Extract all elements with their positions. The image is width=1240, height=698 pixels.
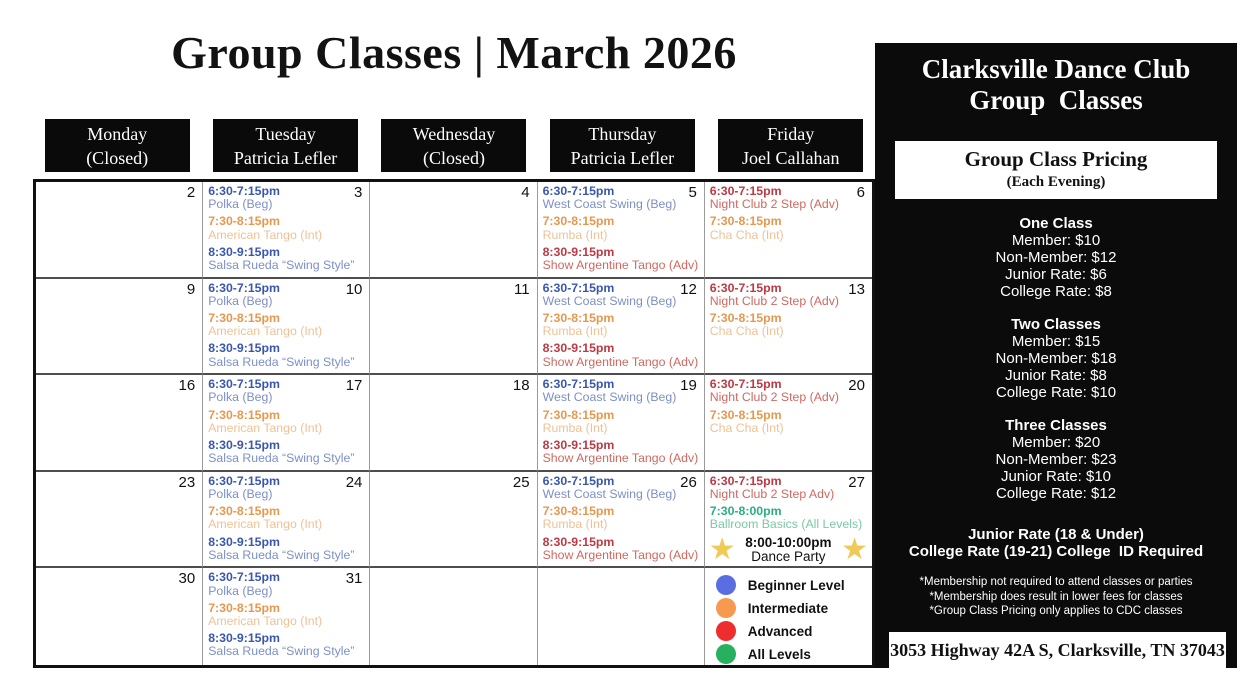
date-number: 13 (848, 280, 865, 298)
calendar-cell (538, 568, 705, 665)
date-number: 30 (178, 570, 196, 588)
class-entry (208, 439, 365, 465)
pricing-box-subtitle: (Each Evening) (1006, 174, 1106, 190)
class-entry (208, 475, 365, 501)
calendar-cell (370, 375, 537, 472)
class-entry (208, 185, 365, 211)
class-name: Night Club 2 Step Adv) (709, 487, 835, 501)
star-icon: ★ (708, 533, 736, 567)
pricing-section-heading: One Class (1019, 215, 1093, 232)
dance-party (708, 533, 868, 567)
date-number: 31 (345, 570, 363, 588)
class-name: West Coast Swing (Beg) (542, 293, 677, 308)
pricing-line: Junior Rate: $10 (1000, 468, 1112, 485)
legend-color-dot (716, 644, 736, 664)
date-number: 17 (345, 377, 363, 395)
pricing-box (895, 141, 1217, 199)
page-title: Group Classes | March 2026 (171, 27, 737, 78)
legend-color-dot (716, 598, 736, 618)
class-time: 6:30-7:15pm (542, 184, 615, 198)
class-entry (543, 475, 700, 501)
day-subtitle: (Closed) (422, 147, 485, 168)
date-number: 3 (354, 184, 363, 201)
class-time: 7:30-8:00pm (709, 504, 782, 519)
calendar-cell (705, 375, 872, 472)
class-time: 7:30-8:15pm (709, 407, 782, 422)
pricing-box-title: Group Class Pricing (964, 147, 1148, 171)
legend-item (710, 574, 868, 596)
class-entry (543, 215, 700, 241)
class-time: 6:30-7:15pm (208, 473, 280, 488)
pricing-line: Non-Member: $23 (995, 451, 1117, 468)
class-time: 6:30-7:15pm (208, 184, 280, 198)
class-entry (710, 475, 868, 501)
class-name: Night Club 2 Step (Adv) (709, 390, 839, 405)
class-entry (543, 378, 700, 404)
junior-rate-note: Junior Rate (18 & Under) (968, 526, 1144, 543)
day-name: Wednesday (412, 123, 496, 144)
calendar-cell (203, 279, 370, 376)
calendar-cell (538, 472, 705, 569)
class-entry (710, 409, 868, 435)
date-number: 6 (856, 184, 865, 201)
class-name: Polka (Beg) (208, 293, 273, 308)
class-time: 6:30-7:15pm (542, 473, 615, 488)
footnotes (875, 575, 1237, 619)
class-entry (208, 246, 365, 272)
dance-party-text (745, 536, 831, 565)
class-entry (710, 282, 868, 308)
sidebar-title-line2: Group Classes (969, 85, 1143, 115)
legend-item (710, 620, 868, 642)
legend-label: All Levels (747, 646, 811, 662)
class-name: American Tango (Int) (208, 420, 323, 435)
class-entry (543, 536, 700, 562)
class-name: Salsa Rueda “Swing Style” (208, 644, 355, 659)
class-time: 8:30-9:15pm (542, 534, 615, 549)
date-number: 11 (514, 280, 530, 298)
class-time: 7:30-8:15pm (709, 311, 782, 325)
date-number: 25 (512, 473, 530, 491)
calendar-cell (370, 568, 537, 665)
class-entry (208, 571, 365, 597)
calendar-cell (538, 182, 705, 279)
calendar-cell (370, 472, 537, 569)
day-subtitle: (Closed) (86, 147, 149, 168)
class-name: Night Club 2 Step (Adv) (709, 293, 839, 308)
star-icon: ★ (841, 533, 868, 567)
date-number: 16 (178, 377, 196, 395)
class-time: 8:30-9:15pm (208, 438, 280, 452)
class-entry (543, 439, 700, 465)
date-number: 12 (680, 280, 697, 298)
class-name: Rumba (Int) (542, 420, 608, 435)
class-time: 8:30-9:15pm (208, 631, 280, 646)
date-number: 18 (512, 377, 530, 395)
class-time: 6:30-7:15pm (542, 377, 615, 392)
class-entry (543, 246, 700, 272)
date-number: 19 (680, 377, 697, 395)
calendar-cell (203, 472, 370, 569)
class-name: Polka (Beg) (208, 583, 273, 598)
class-entry (710, 312, 868, 338)
footnote: *Group Class Pricing only applies to CDC classes (929, 605, 1183, 617)
class-name: West Coast Swing (Beg) (542, 197, 677, 212)
class-entry (208, 632, 365, 658)
day-name: Friday (767, 123, 815, 144)
class-time: 6:30-7:15pm (709, 280, 782, 295)
day-header (550, 119, 695, 172)
dance-party-time: 8:00-10:00pm (745, 534, 832, 550)
level-legend (710, 571, 868, 665)
class-entry (710, 215, 868, 241)
class-entry (543, 312, 700, 338)
legend-label: Beginner Level (747, 577, 845, 593)
class-time: 8:30-9:15pm (208, 534, 280, 549)
class-entry (208, 378, 365, 404)
class-entry (208, 342, 365, 368)
calendar-cell (36, 375, 203, 472)
class-time: 7:30-8:15pm (208, 311, 280, 325)
class-name: Cha Cha (Int) (709, 420, 784, 435)
class-name: Salsa Rueda “Swing Style” (208, 451, 355, 466)
class-entry (710, 378, 868, 404)
footnote: *Membership does result in lower fees for classes (929, 590, 1183, 603)
pricing-line: Member: $20 (1011, 434, 1101, 451)
legend-color-dot (716, 621, 736, 641)
date-number: 9 (186, 280, 196, 298)
class-entry (543, 505, 700, 531)
legend-item (710, 643, 868, 665)
calendar-cell (538, 279, 705, 376)
class-name: Show Argentine Tango (Adv) (542, 451, 699, 466)
day-name: Thursday (588, 123, 657, 144)
class-name: Cha Cha (Int) (709, 227, 784, 242)
calendar-cell (36, 568, 203, 665)
pricing-section-heading: Two Classes (1011, 316, 1101, 333)
legend-item (710, 597, 868, 619)
day-header (45, 119, 190, 172)
class-entry (208, 505, 365, 531)
day-subtitle: Patricia Lefler (233, 147, 338, 168)
calendar-cell (538, 375, 705, 472)
class-name: West Coast Swing (Beg) (542, 487, 677, 501)
day-header (381, 119, 526, 172)
class-name: American Tango (Int) (208, 517, 323, 532)
date-number: 4 (521, 184, 530, 201)
calendar-cell (705, 568, 872, 665)
date-number: 24 (345, 473, 363, 491)
calendar-cell (705, 279, 872, 376)
class-time: 7:30-8:15pm (542, 407, 615, 422)
class-name: American Tango (Int) (208, 324, 323, 339)
class-time: 8:30-9:15pm (208, 244, 280, 259)
class-time: 8:30-9:15pm (542, 341, 615, 356)
class-time: 8:30-9:15pm (208, 341, 280, 356)
calendar-cell (36, 182, 203, 279)
class-entry (208, 215, 365, 241)
class-time: 7:30-8:15pm (542, 214, 615, 229)
class-name: Salsa Rueda “Swing Style” (208, 354, 355, 369)
class-entry (208, 602, 365, 628)
class-time: 7:30-8:15pm (208, 407, 280, 422)
class-name: Rumba (Int) (542, 227, 608, 242)
class-name: Polka (Beg) (208, 487, 273, 501)
class-entry (710, 505, 868, 531)
calendar-cell (203, 375, 370, 472)
day-header (718, 119, 863, 172)
date-number: 26 (680, 473, 697, 491)
class-time: 7:30-8:15pm (208, 214, 280, 229)
class-name: Show Argentine Tango (Adv) (542, 258, 699, 273)
day-header-row (33, 119, 875, 172)
day-subtitle: Patricia Lefler (570, 147, 675, 168)
pricing-line: College Rate: $8 (1000, 283, 1112, 300)
day-subtitle: Joel Callahan (742, 147, 840, 168)
class-name: Salsa Rueda “Swing Style” (208, 258, 355, 273)
pricing-section (875, 215, 1237, 300)
class-time: 7:30-8:15pm (208, 600, 280, 615)
pricing-line: Non-Member: $12 (995, 249, 1117, 266)
class-time: 8:30-9:15pm (542, 244, 615, 259)
address-box: 3053 Highway 42A S, Clarksville, TN 37043 (889, 632, 1226, 669)
date-number: 5 (688, 184, 697, 201)
class-entry (543, 282, 700, 308)
class-time: 7:30-8:15pm (542, 311, 615, 325)
date-number: 27 (848, 473, 865, 491)
pricing-line: Member: $10 (1011, 232, 1101, 249)
class-name: West Coast Swing (Beg) (542, 390, 677, 405)
class-entry (543, 342, 700, 368)
class-time: 6:30-7:15pm (208, 570, 280, 585)
date-number: 2 (186, 184, 196, 201)
college-rate-note: College Rate (19-21) College ID Required (908, 543, 1204, 560)
calendar-grid (33, 179, 875, 668)
pricing-section (875, 316, 1237, 401)
pricing-line: Junior Rate: $6 (1005, 266, 1107, 283)
class-name: American Tango (Int) (208, 614, 323, 628)
class-entry (208, 409, 365, 435)
pricing-line: College Rate: $10 (995, 384, 1117, 401)
date-number: 10 (345, 280, 363, 298)
calendar-cell (705, 472, 872, 569)
legend-color-dot (716, 575, 736, 595)
sidebar-title-line1: Clarksville Dance Club (921, 54, 1191, 84)
calendar-cell (203, 182, 370, 279)
calendar-cell (705, 182, 872, 279)
calendar-cell (36, 279, 203, 376)
date-number: 20 (848, 377, 865, 395)
class-name: Rumba (Int) (542, 324, 608, 339)
class-name: Night Club 2 Step (Adv) (709, 197, 839, 212)
pricing-line: Non-Member: $18 (995, 350, 1117, 367)
class-time: 6:30-7:15pm (208, 377, 280, 392)
calendar-cell (370, 182, 537, 279)
class-time: 6:30-7:15pm (709, 377, 782, 392)
class-entry (208, 536, 365, 562)
pricing-section-heading: Three Classes (1005, 417, 1107, 434)
calendar-cell (370, 279, 537, 376)
class-entry (710, 185, 868, 211)
class-name: Ballroom Basics (All Levels) (709, 517, 863, 532)
calendar-cell (203, 568, 370, 665)
class-entry (208, 282, 365, 308)
pricing-line: Member: $15 (1011, 333, 1101, 350)
class-time: 7:30-8:15pm (208, 504, 280, 519)
class-name: Salsa Rueda “Swing Style” (208, 547, 355, 562)
class-name: Polka (Beg) (208, 197, 273, 212)
class-name: Cha Cha (Int) (709, 324, 784, 339)
date-number: 23 (178, 473, 196, 491)
day-name: Tuesday (255, 123, 316, 144)
dance-party-label: Dance Party (751, 549, 826, 565)
pricing-line: College Rate: $12 (995, 485, 1117, 502)
footnote: *Membership not required to attend classes or parties (919, 576, 1193, 588)
class-name: Polka (Beg) (208, 390, 273, 405)
pricing-line: Junior Rate: $8 (1005, 367, 1107, 384)
class-time: 7:30-8:15pm (709, 214, 782, 229)
legend-label: Advanced (747, 623, 813, 639)
pricing-sections (875, 215, 1237, 502)
pricing-section (875, 417, 1237, 502)
class-name: American Tango (Int) (208, 227, 323, 242)
class-time: 6:30-7:15pm (709, 184, 782, 198)
class-time: 6:30-7:15pm (542, 280, 615, 295)
class-name: Rumba (Int) (542, 517, 608, 532)
day-name: Monday (87, 123, 148, 144)
calendar-cell (36, 472, 203, 569)
class-time: 7:30-8:15pm (542, 504, 615, 519)
class-entry (208, 312, 365, 338)
legend-label: Intermediate (747, 600, 829, 616)
class-entry (543, 185, 700, 211)
day-header (213, 119, 358, 172)
class-entry (543, 409, 700, 435)
sidebar (875, 43, 1237, 668)
class-time: 6:30-7:15pm (709, 473, 782, 488)
class-time: 8:30-9:15pm (542, 438, 615, 452)
class-time: 6:30-7:15pm (208, 280, 280, 295)
class-name: Show Argentine Tango (Adv) (542, 354, 699, 369)
class-name: Show Argentine Tango (Adv) (542, 547, 699, 562)
